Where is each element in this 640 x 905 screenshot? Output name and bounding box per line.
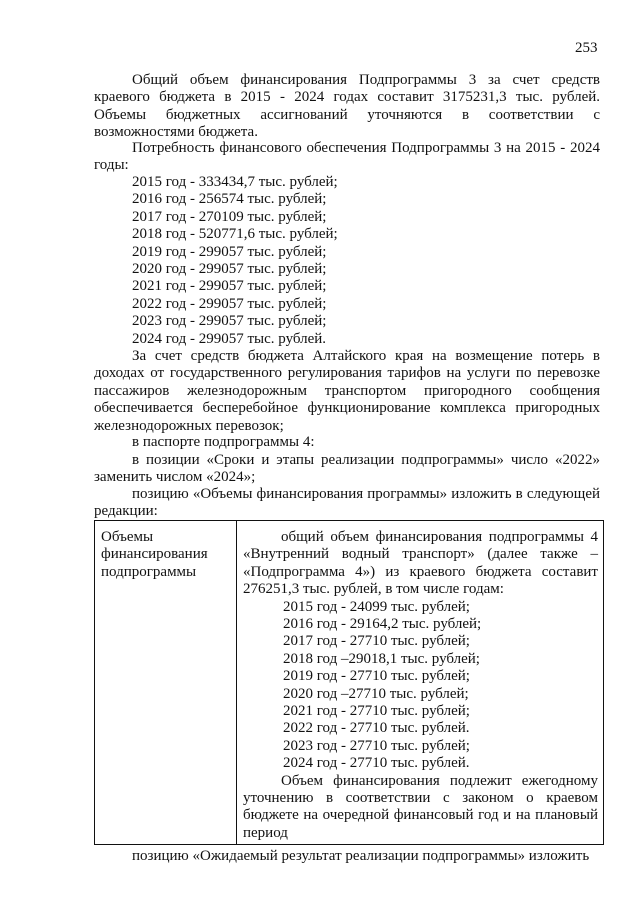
list-item: 2018 год –29018,1 тыс. рублей; bbox=[283, 650, 480, 667]
list-item: 2020 год –27710 тыс. рублей; bbox=[283, 685, 469, 702]
list-item: 2015 год - 24099 тыс. рублей; bbox=[283, 598, 470, 615]
paragraph-funding-position: позицию «Объемы финансирования программы» изложить в следующей редакции: bbox=[94, 486, 600, 520]
list-item: 2022 год - 27710 тыс. рублей. bbox=[283, 720, 470, 737]
paragraph-subprogram3-total: Общий объем финансирования Подпрограммы 3 за счет средств краевого бюджета в 2015 - 2024 годах составит 3175231,3 тыс. рублей. Объемы бюджетных ассигнований уточняются в соответствии с возможностями бюджета. bbox=[94, 72, 600, 141]
list-item: 2016 год - 256574 тыс. рублей; bbox=[132, 191, 327, 208]
paragraph-expected-result: позицию «Ожидаемый результат реализации подпрограммы» изложить bbox=[132, 848, 590, 864]
list-item: 2019 год - 27710 тыс. рублей; bbox=[283, 668, 470, 685]
list-item: 2021 год - 299057 тыс. рублей; bbox=[132, 278, 327, 295]
list-item: 2023 год - 27710 тыс. рублей; bbox=[283, 737, 470, 754]
table-right-cell bbox=[237, 521, 603, 844]
list-item: 2022 год - 299057 тыс. рублей; bbox=[132, 295, 327, 312]
table-left-cell: Объемы финансирования подпрограммы bbox=[95, 521, 237, 844]
funding-year-list bbox=[132, 174, 338, 348]
paragraph-terms-change: в позиции «Сроки и этапы реализации подпрограммы» число «2022» заменить числом «2024»; bbox=[94, 452, 600, 486]
table-note: Объем финансирования подлежит ежегодному уточнению в соответствии с законом о краевом бюджете на очередной финансовый год и на плановый период bbox=[243, 772, 598, 841]
list-item: 2016 год - 29164,2 тыс. рублей; bbox=[283, 616, 482, 633]
funding-table bbox=[94, 520, 604, 845]
list-item: 2017 год - 270109 тыс. рублей; bbox=[132, 208, 327, 225]
page-number: 253 bbox=[575, 40, 598, 56]
table-intro: общий объем финансирования подпрограммы 4 «Внутренний водный транспорт» (далее также – «Подпрограмма 4») из краевого бюджета составит 276251,3 тыс. рублей, в том числе годам: bbox=[243, 529, 598, 598]
table-year-list bbox=[243, 599, 598, 773]
list-item: 2024 год - 299057 тыс. рублей. bbox=[132, 330, 327, 347]
paragraph-subprogram3-need: Потребность финансового обеспечения Подпрограммы 3 на 2015 - 2024 годы: bbox=[94, 140, 600, 174]
list-item: 2021 год - 27710 тыс. рублей; bbox=[283, 702, 470, 719]
list-item: 2018 год - 520771,6 тыс. рублей; bbox=[132, 226, 338, 243]
list-item: 2023 год - 299057 тыс. рублей; bbox=[132, 313, 327, 330]
list-item: 2017 год - 27710 тыс. рублей; bbox=[283, 633, 470, 650]
paragraph-altai-budget: За счет средств бюджета Алтайского края на возмещение потерь в доходах от государственного регулирования тарифов на услуги по перевозке пассажиров железнодорожным транспортом пригородного сообщения обеспечивается бесперебойное функционирование комплекса пригородных железнодорожных перевозок; bbox=[94, 348, 600, 434]
list-item: 2020 год - 299057 тыс. рублей; bbox=[132, 260, 327, 277]
paragraph-passport-subprogram4: в паспорте подпрограммы 4: bbox=[132, 434, 315, 450]
list-item: 2015 год - 333434,7 тыс. рублей; bbox=[132, 174, 338, 190]
list-item: 2019 год - 299057 тыс. рублей; bbox=[132, 243, 327, 260]
list-item: 2024 год - 27710 тыс. рублей. bbox=[283, 755, 470, 772]
